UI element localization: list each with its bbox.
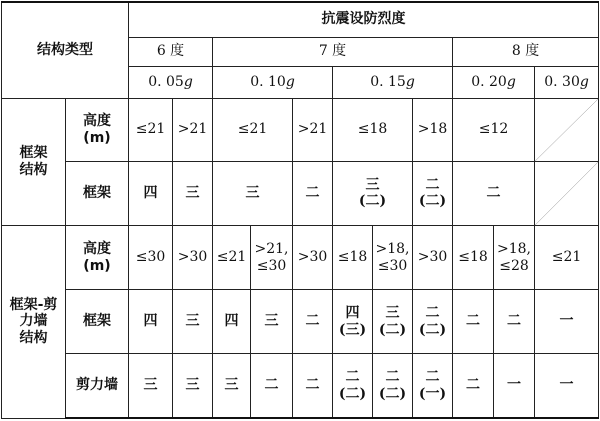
empty-cell [535,161,599,225]
frame-row-label: 框架 [66,161,129,225]
grade-cell: 二 [453,354,494,418]
grade-cell: 二 (二) [413,290,453,354]
height-cell: >21 [293,98,333,161]
height-cell: ≤12 [453,98,535,161]
grade-cell: 一 [535,354,599,418]
empty-cell [535,98,599,161]
height-cell: ≤18 [453,225,494,289]
accel-header: 0. 15g [333,66,453,98]
height-cell: ≤18 [333,98,413,161]
shear-wall-row-label: 剪力墙 [66,354,129,418]
grade-cell: 三 [173,354,213,418]
accel-header: 0. 05g [129,66,213,98]
frame-row-label: 框架 [66,290,129,354]
grade-cell: 三 (二) [333,161,413,225]
grade-cell: 三 [213,354,251,418]
grade-cell: 三 [251,290,293,354]
height-cell: ≤21 [129,98,173,161]
grade-cell: 二 [293,354,333,418]
grade-cell: 二 (二) [413,161,453,225]
height-cell: >30 [293,225,333,289]
degree-6-header: 6 度 [129,37,213,66]
grade-cell: 一 [535,290,599,354]
grade-cell: 三 (二) [373,290,413,354]
grade-cell: 三 [129,354,173,418]
grade-cell: 二 [251,354,293,418]
grade-cell: 三 [173,290,213,354]
accel-header: 0. 20g [453,66,535,98]
height-cell: >30 [173,225,213,289]
frame-structure-label: 框架 结构 [2,98,66,225]
height-cell: ≤21 [213,225,251,289]
frame-shear-structure-label: 框架-剪 力墙 结构 [2,225,66,418]
height-cell: >30 [413,225,453,289]
diagonal-slash [535,162,598,225]
height-row-label: 高度 (m) [66,98,129,161]
grade-cell: 四 [129,161,173,225]
accel-header: 0. 10g [213,66,333,98]
height-cell: >21, ≤30 [251,225,293,289]
height-cell: >18 [413,98,453,161]
degree-8-header: 8 度 [453,37,599,66]
grade-cell: 二 [453,290,494,354]
grade-cell: 二 [293,290,333,354]
structure-type-header: 结构类型 [2,2,129,98]
grade-cell: 二 [494,290,535,354]
degree-7-header: 7 度 [213,37,453,66]
height-cell: >21 [173,98,213,161]
grade-cell: 二 [453,161,535,225]
height-cell: ≤30 [129,225,173,289]
grade-cell: 三 [213,161,293,225]
diagonal-slash [535,99,598,161]
grade-cell: 二 (一) [413,354,453,418]
grade-cell: 二 (二) [373,354,413,418]
grade-cell: 四 [213,290,251,354]
grade-cell: 一 [494,354,535,418]
height-cell: >18, ≤28 [494,225,535,289]
intensity-header: 抗震设防烈度 [129,2,599,37]
grade-cell: 二 [293,161,333,225]
accel-header: 0. 30g [535,66,599,98]
height-cell: ≤21 [535,225,599,289]
grade-cell: 四 [129,290,173,354]
height-cell: ≤21 [213,98,293,161]
grade-cell: 二 (二) [333,354,373,418]
grade-cell: 四 (三) [333,290,373,354]
grade-cell: 三 [173,161,213,225]
height-row-label: 高度 (m) [66,225,129,289]
seismic-grade-table [1,1,599,419]
height-cell: >18, ≤30 [373,225,413,289]
height-cell: ≤18 [333,225,373,289]
